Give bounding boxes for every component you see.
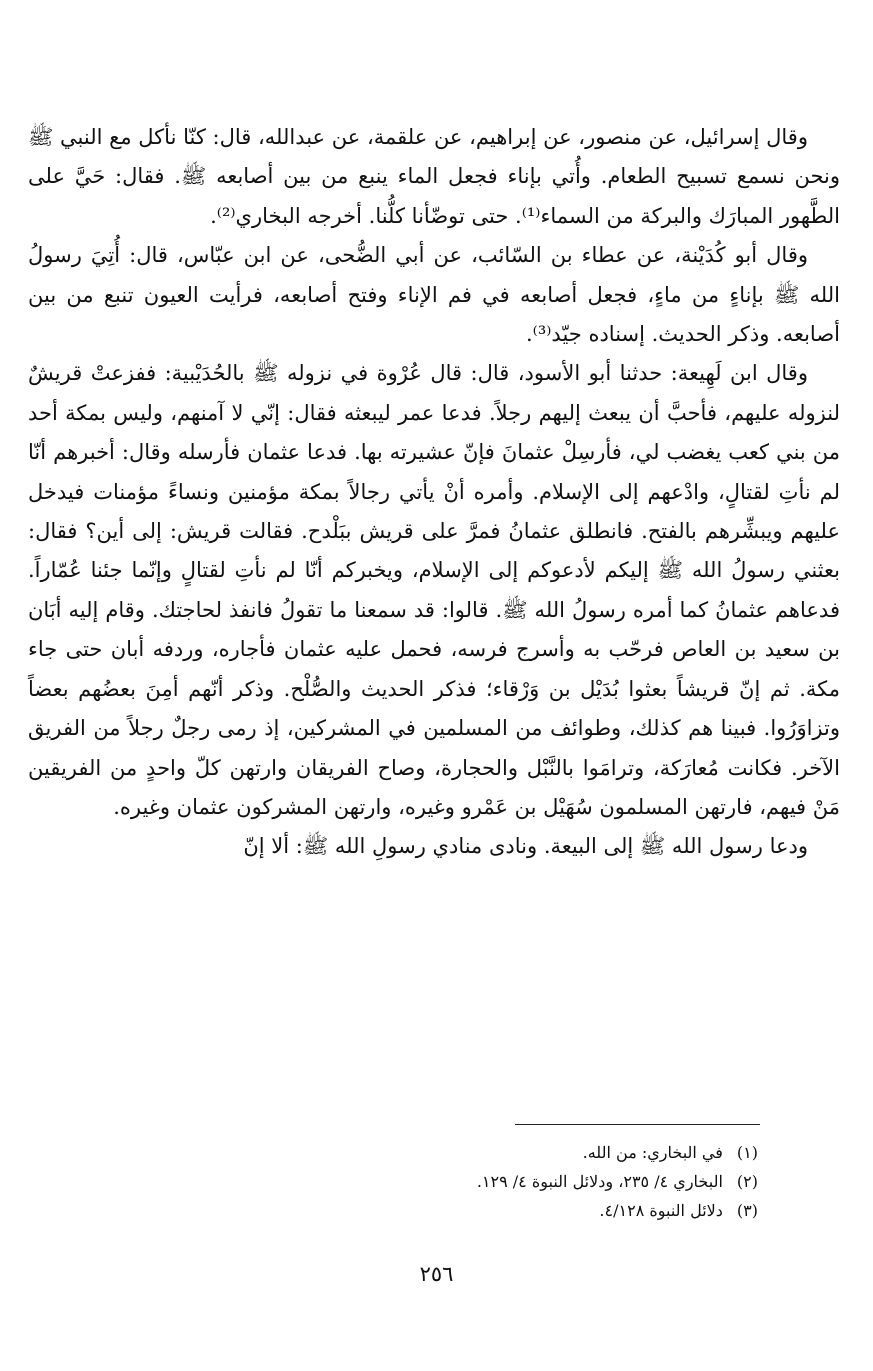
footnote-number: (١): [736, 1143, 758, 1162]
footnote-text: دلائل النبوة ٤/١٢٨.: [599, 1201, 723, 1220]
footnotes: [238, 1138, 758, 1225]
footnote-3: [238, 1196, 758, 1225]
footnote-divider: [515, 1124, 760, 1125]
footnote-number: (٢): [736, 1172, 758, 1191]
paragraph-2: وقال أبو كُدَيْنة، عن عطاء بن السّائب، عن أبي الضُّحى، عن ابن عبّاس، قال: أُتِيَ رسولُ الله ﷺ بإناءٍ من ماءٍ، فجعل أصابعه في فم الإناء وفتح أصابعه، فرأيت العيون تنبع من بين أصابعه. وذكر الحديث. إسناده جيّد⁽³⁾.: [28, 243, 840, 347]
paragraph-4: ودعا رسول الله ﷺ إلى البيعة. ونادى منادي رسولِ الله ﷺ: ألا إنّ: [243, 834, 808, 859]
footnote-2: [238, 1167, 758, 1196]
footnote-number: (٣): [736, 1201, 758, 1220]
footnote-text: البخاري ٤/ ٢٣٥، ودلائل النبوة ٤/ ١٢٩.: [476, 1172, 723, 1191]
page-number: ٢٥٦: [419, 1262, 454, 1286]
main-text: [28, 118, 840, 867]
footnote-1: [238, 1138, 758, 1167]
footnote-text: في البخاري: من الله.: [582, 1143, 723, 1162]
paragraph-1: وقال إسرائيل، عن منصور، عن إبراهيم، عن علقمة، عن عبدالله، قال: كنّا نأكل مع النبي ﷺ ونحن نسمع تسبيح الطعام. وأُتي بإناء فجعل الماء ينبع من بين أصابعه ﷺ. فقال: حَيَّ على الطَّهور المبارَك والبركة من السماء⁽¹⁾. حتى توضّأنا كلُّنا. أخرجه البخاري⁽²⁾.: [28, 125, 840, 228]
paragraph-3: وقال ابن لَهِيعة: حدثنا أبو الأسود، قال: قال عُرْوة في نزوله ﷺ بالحُدَيْبية: ففزعتْ قريشٌ لنزوله عليهم، فأحبَّ أن يبعث إليهم رجلاً. فدعا عمر ليبعثه فقال: إنّي لا آمنهم، وليس بمكة أحد من بني كعب يغضب لي، فأرسِلْ عثمانَ فإنّ عشيرته بها. فدعا عثمان فأرسله وقال: أخبرهم أنّا لم نأتِ لقتالٍ، وادْعهم إلى الإسلام. وأمره أنْ يأتي رجالاً بمكة مؤمنين ونساءً مؤمنات فيدخل عليهم ويبشِّرهم بالفتح. فانطلق عثمانُ فمرَّ على قريش ببَلْدح. فقالت قريش: إلى أين؟ فقال: بعثني رسولُ الله ﷺ إليكم لأدعوكم إلى الإسلام، ويخبركم أنّا لم نأتِ لقتالٍ وإنّما جئنا عُمّاراً. فدعاهم عثمانُ كما أمره رسولُ الله ﷺ. قالوا: قد سمعنا ما تقولُ فانفذ لحاجتك. وقام إليه أبَان بن سعيد بن العاص فرحّب به وأسرج فرسه، فحمل عليه عثمان فأجاره، وردفه أبان حتى جاء مكة. ثم إنّ قريشاً بعثوا بُدَيْل بن وَرْقاء؛ فذكر الحديث والصُّلْح. وذكر أنّهم أمِنَ بعضُهم بعضاً وتزاوَرُوا. فبينا هم كذلك، وطوائف من المسلمين في المشركين، إذ رمى رجلٌ رجلاً من الفريق الآخر. فكانت مُعارَكة، وترامَوا بالنَّبْل والحجارة، وصاح الفريقان وارتهن كلّ واحدٍ من الفريقين مَنْ فيهم، فارتهن المسلمون سُهَيْل بن عَمْرو وغيره، وارتهن المشركون عثمان وغيره.: [28, 361, 840, 819]
